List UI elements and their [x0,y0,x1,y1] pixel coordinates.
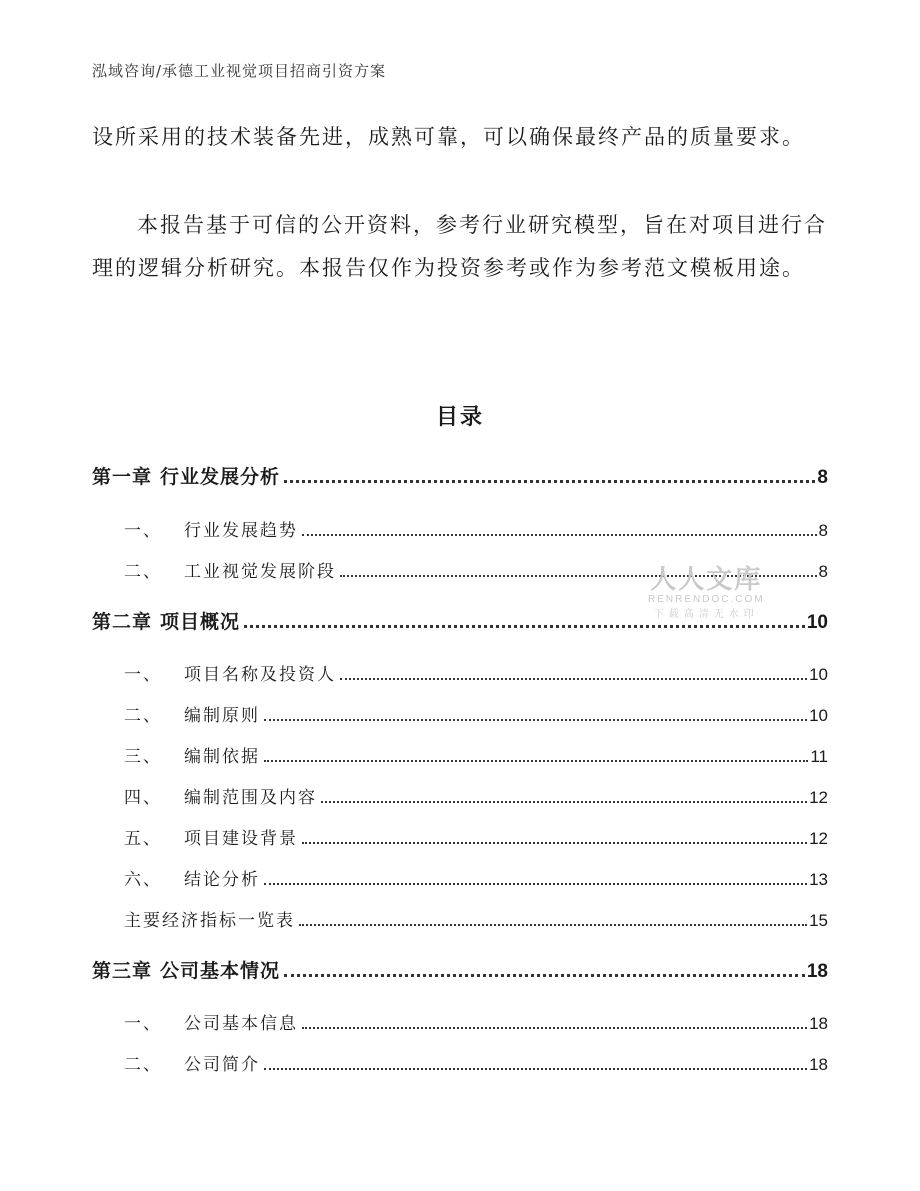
toc-page-number: 10 [809,706,828,725]
toc-leader [264,1067,807,1070]
watermark-tagline: 下载高清无水印 [653,609,759,620]
toc-entry-title: 行业发展趋势 [184,521,298,541]
toc-section-2-5[interactable] [92,824,828,849]
toc-chapter-3[interactable] [92,956,828,983]
toc-page-number: 18 [806,961,828,982]
toc-prefix: 一、 [124,665,162,685]
toc-page-number: 8 [818,521,828,540]
body-paragraph-1: 设所采用的技术装备先进，成熟可靠，可以确保最终产品的质量要求。 [92,125,805,149]
toc-page-number: 10 [809,665,828,684]
toc-leader [302,841,807,844]
toc-prefix: 第一章 [92,466,153,488]
toc-entry-title: 公司基本信息 [184,1014,298,1034]
toc-prefix: 第三章 [92,960,153,982]
toc-prefix: 二、 [124,562,162,582]
watermark-logo-text: 人人文库 [650,565,763,595]
toc-entry-title: 编制原则 [184,706,260,726]
toc-prefix: 第二章 [92,611,153,633]
toc-page-number: 18 [809,1014,828,1033]
toc-page-number: 13 [809,870,828,889]
toc-page-number: 15 [809,911,828,930]
watermark [648,566,765,620]
toc-leader [264,759,808,762]
toc-leader [321,800,807,803]
toc-entry-title: 工业视觉发展阶段 [184,562,336,582]
toc-leader [299,923,807,926]
watermark-domain: RENRENDOC.COM [648,594,765,605]
toc-entry-title: 项目名称及投资人 [184,665,336,685]
toc-leader [302,533,817,536]
toc-entry-title: 项目建设背景 [184,829,298,849]
toc-chapter-1[interactable] [92,462,828,489]
toc-entry-title: 项目概况 [160,611,241,633]
toc-prefix: 一、 [124,1014,162,1034]
toc-title: 目录 [435,405,484,430]
toc-section-1-1[interactable] [92,516,828,541]
toc-section-2-1[interactable] [92,660,828,685]
toc-page-number: 12 [809,829,828,848]
toc-page-number: 8 [818,562,828,581]
toc-leader [340,677,807,680]
toc-page-number: 18 [809,1055,828,1074]
toc-leader [284,479,815,483]
toc-section-3-1[interactable] [92,1009,828,1034]
toc-leader [284,973,805,977]
toc-entry-title: 主要经济指标一览表 [124,911,295,931]
toc-leader [264,882,807,885]
toc-section-2-2[interactable] [92,701,828,726]
toc-leader [244,624,805,628]
toc-prefix: 六、 [124,870,162,890]
toc-page-number: 11 [810,747,828,766]
toc-entry-title: 行业发展分析 [160,466,281,488]
toc-section-3-2[interactable] [92,1050,828,1075]
toc-prefix: 二、 [124,1055,162,1075]
toc-page-number: 12 [809,788,828,807]
toc-page-number: 8 [817,467,828,488]
body-paragraph-2: 本报告基于可信的公开资料，参考行业研究模型，旨在对项目进行合理的逻辑分析研究。本报告仅作为投资参考或作为参考范文模板用途。 [92,213,827,280]
toc-entry-title: 公司基本情况 [160,960,281,982]
toc-section-2-3[interactable] [92,742,828,767]
toc-entry-title: 公司简介 [184,1055,260,1075]
toc-prefix: 三、 [124,747,162,767]
page-header: 泓域咨询/承德工业视觉项目招商引资方案 [92,62,387,80]
toc-page-number: 10 [806,612,828,633]
toc-leader [264,718,807,721]
toc-prefix: 一、 [124,521,162,541]
toc-leader [302,1026,807,1029]
toc-prefix: 五、 [124,829,162,849]
toc-section-2-7[interactable] [92,906,828,931]
toc-entry-title: 结论分析 [184,870,260,890]
toc-section-2-4[interactable] [92,783,828,808]
toc-prefix: 四、 [124,788,162,808]
toc-entry-title: 编制依据 [184,747,260,767]
toc-entry-title: 编制范围及内容 [184,788,317,808]
toc-section-2-6[interactable] [92,865,828,890]
toc-prefix: 二、 [124,706,162,726]
